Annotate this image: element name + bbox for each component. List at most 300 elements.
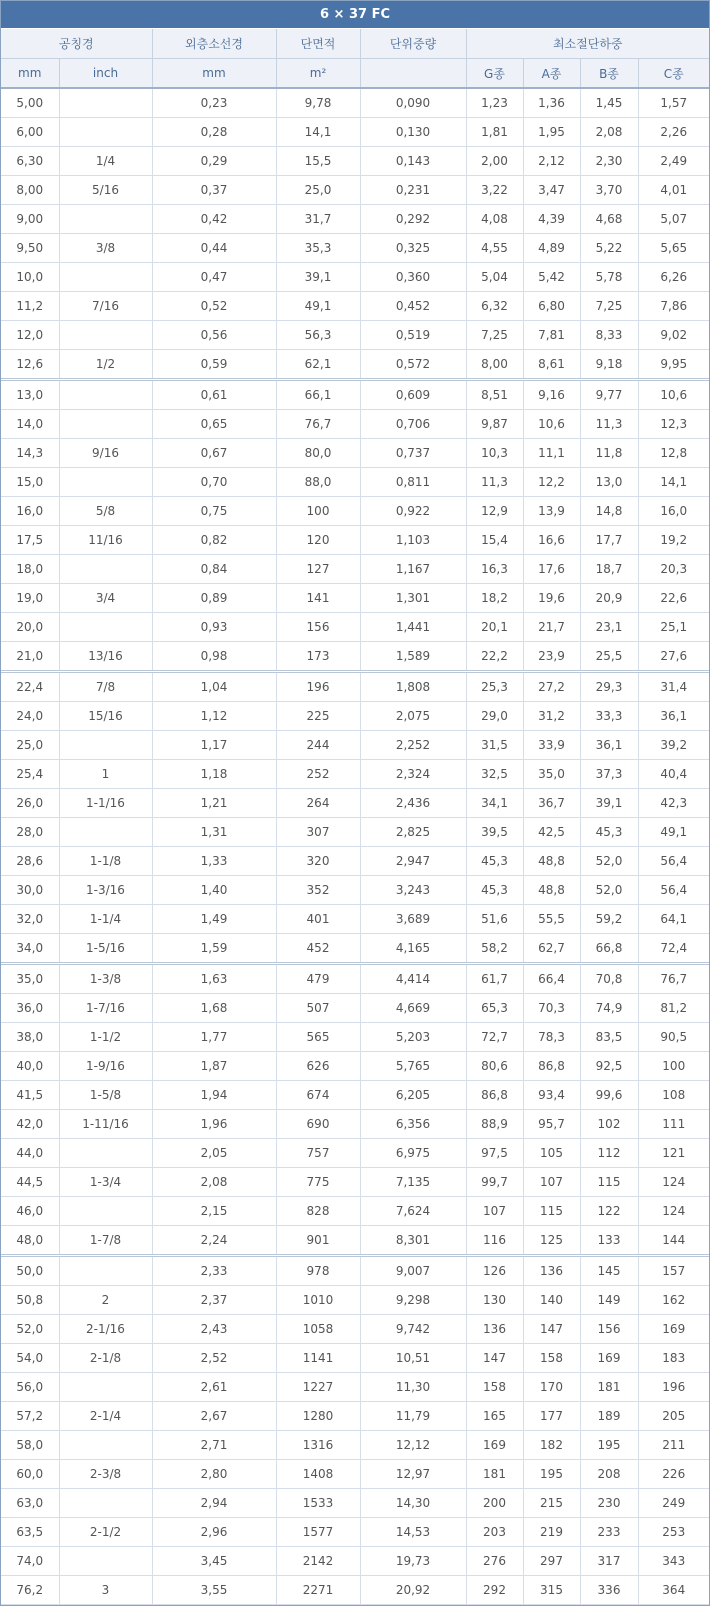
- table-cell: 9,95: [638, 350, 709, 380]
- table-cell: 37,3: [580, 760, 638, 789]
- table-cell: 41,5: [1, 1081, 59, 1110]
- table-cell: 674: [276, 1081, 360, 1110]
- table-row: [1, 205, 709, 234]
- table-cell: 169: [638, 1315, 709, 1344]
- table-cell: 1-5/8: [59, 1081, 152, 1110]
- col-grade-a: A종: [523, 59, 580, 89]
- table-cell: 40,4: [638, 760, 709, 789]
- table-cell: 93,4: [523, 1081, 580, 1110]
- table-cell: 7,624: [360, 1197, 466, 1226]
- table-row: [1, 1547, 709, 1576]
- table-row: [1, 468, 709, 497]
- table-cell: [59, 205, 152, 234]
- table-cell: 182: [523, 1431, 580, 1460]
- table-cell: 6,30: [1, 147, 59, 176]
- table-cell: 0,29: [152, 147, 276, 176]
- table-cell: 27,2: [523, 672, 580, 702]
- table-cell: [59, 380, 152, 410]
- table-cell: 11,3: [580, 410, 638, 439]
- table-cell: 25,0: [276, 176, 360, 205]
- table-cell: 33,3: [580, 702, 638, 731]
- table-cell: 74,9: [580, 994, 638, 1023]
- table-cell: 111: [638, 1110, 709, 1139]
- table-cell: 63,5: [1, 1518, 59, 1547]
- table-cell: 0,737: [360, 439, 466, 468]
- table-cell: 15/16: [59, 702, 152, 731]
- rope-spec-table: [1, 29, 709, 1605]
- table-cell: 130: [466, 1286, 523, 1315]
- table-cell: 7/16: [59, 292, 152, 321]
- table-cell: 1,301: [360, 584, 466, 613]
- table-cell: 1316: [276, 1431, 360, 1460]
- table-cell: 0,98: [152, 642, 276, 672]
- table-row: [1, 1139, 709, 1168]
- table-cell: 317: [580, 1547, 638, 1576]
- table-cell: 307: [276, 818, 360, 847]
- table-cell: 6,80: [523, 292, 580, 321]
- table-cell: 352: [276, 876, 360, 905]
- table-cell: 5/16: [59, 176, 152, 205]
- table-cell: 165: [466, 1402, 523, 1431]
- table-cell: 33,9: [523, 731, 580, 760]
- table-cell: 36,1: [580, 731, 638, 760]
- table-cell: 147: [523, 1315, 580, 1344]
- table-cell: 0,090: [360, 88, 466, 118]
- table-cell: 58,2: [466, 934, 523, 964]
- table-cell: 0,292: [360, 205, 466, 234]
- table-cell: 2,37: [152, 1286, 276, 1315]
- table-cell: 120: [276, 526, 360, 555]
- table-cell: 0,143: [360, 147, 466, 176]
- table-cell: 1-5/16: [59, 934, 152, 964]
- table-cell: 225: [276, 702, 360, 731]
- table-cell: 4,01: [638, 176, 709, 205]
- table-cell: 0,56: [152, 321, 276, 350]
- table-cell: 1533: [276, 1489, 360, 1518]
- table-cell: 196: [276, 672, 360, 702]
- table-cell: 14,1: [276, 118, 360, 147]
- table-cell: 100: [638, 1052, 709, 1081]
- table-cell: 1-1/16: [59, 789, 152, 818]
- table-cell: 44,0: [1, 1139, 59, 1168]
- table-cell: 22,6: [638, 584, 709, 613]
- table-row: [1, 1576, 709, 1605]
- table-row: [1, 1344, 709, 1373]
- table-cell: 25,1: [638, 613, 709, 642]
- table-cell: 62,7: [523, 934, 580, 964]
- table-cell: 48,8: [523, 847, 580, 876]
- table-row: [1, 88, 709, 118]
- table-cell: [59, 1489, 152, 1518]
- table-cell: 169: [466, 1431, 523, 1460]
- table-cell: 5,42: [523, 263, 580, 292]
- table-cell: 7,86: [638, 292, 709, 321]
- table-cell: 122: [580, 1197, 638, 1226]
- table-cell: 690: [276, 1110, 360, 1139]
- col-group-unit-weight: 단위중량: [360, 29, 466, 59]
- table-cell: 10,6: [638, 380, 709, 410]
- table-cell: 1141: [276, 1344, 360, 1373]
- table-cell: 107: [523, 1168, 580, 1197]
- table-cell: 9,02: [638, 321, 709, 350]
- table-cell: 2,825: [360, 818, 466, 847]
- table-cell: 3/4: [59, 584, 152, 613]
- table-cell: [59, 555, 152, 584]
- table-row: [1, 147, 709, 176]
- table-cell: 1,40: [152, 876, 276, 905]
- table-cell: 1,36: [523, 88, 580, 118]
- table-cell: 2,30: [580, 147, 638, 176]
- table-cell: 10,6: [523, 410, 580, 439]
- table-row: [1, 1226, 709, 1256]
- table-cell: 145: [580, 1256, 638, 1286]
- table-row: [1, 789, 709, 818]
- table-cell: [59, 613, 152, 642]
- table-cell: 775: [276, 1168, 360, 1197]
- table-cell: 169: [580, 1344, 638, 1373]
- table-cell: 18,0: [1, 555, 59, 584]
- table-cell: 200: [466, 1489, 523, 1518]
- table-row: [1, 760, 709, 789]
- table-cell: 2271: [276, 1576, 360, 1605]
- table-cell: 0,84: [152, 555, 276, 584]
- table-cell: 56,0: [1, 1373, 59, 1402]
- table-cell: 19,2: [638, 526, 709, 555]
- table-cell: 1-1/2: [59, 1023, 152, 1052]
- table-cell: 0,231: [360, 176, 466, 205]
- col-group-area: 단면적: [276, 29, 360, 59]
- table-row: [1, 1023, 709, 1052]
- table-cell: 8,00: [466, 350, 523, 380]
- table-cell: 14,3: [1, 439, 59, 468]
- table-cell: 24,0: [1, 702, 59, 731]
- table-cell: 2,49: [638, 147, 709, 176]
- table-row: [1, 1518, 709, 1547]
- table-cell: [59, 468, 152, 497]
- table-cell: 16,0: [638, 497, 709, 526]
- table-row: [1, 321, 709, 350]
- table-cell: 1,68: [152, 994, 276, 1023]
- table-cell: 4,08: [466, 205, 523, 234]
- table-cell: 83,5: [580, 1023, 638, 1052]
- table-cell: 9,77: [580, 380, 638, 410]
- table-cell: 2,252: [360, 731, 466, 760]
- table-cell: 12,2: [523, 468, 580, 497]
- table-cell: 401: [276, 905, 360, 934]
- table-cell: 7,135: [360, 1168, 466, 1197]
- table-cell: 29,0: [466, 702, 523, 731]
- table-cell: 1/4: [59, 147, 152, 176]
- table-cell: 45,3: [466, 876, 523, 905]
- col-grade-g: G종: [466, 59, 523, 89]
- table-row: [1, 1460, 709, 1489]
- table-cell: 11,2: [1, 292, 59, 321]
- table-cell: 1,23: [466, 88, 523, 118]
- table-cell: 0,452: [360, 292, 466, 321]
- table-row: [1, 1286, 709, 1315]
- table-cell: 0,89: [152, 584, 276, 613]
- table-cell: 44,5: [1, 1168, 59, 1197]
- table-row: [1, 847, 709, 876]
- table-cell: 66,1: [276, 380, 360, 410]
- table-cell: 28,6: [1, 847, 59, 876]
- table-cell: [59, 1547, 152, 1576]
- table-cell: 4,669: [360, 994, 466, 1023]
- table-cell: 276: [466, 1547, 523, 1576]
- table-cell: 36,1: [638, 702, 709, 731]
- table-cell: [59, 1373, 152, 1402]
- table-cell: 4,39: [523, 205, 580, 234]
- table-cell: 315: [523, 1576, 580, 1605]
- table-cell: 4,55: [466, 234, 523, 263]
- table-cell: 1-3/8: [59, 964, 152, 994]
- table-cell: 39,1: [276, 263, 360, 292]
- table-cell: 0,325: [360, 234, 466, 263]
- table-row: [1, 964, 709, 994]
- table-cell: 9,78: [276, 88, 360, 118]
- table-cell: 479: [276, 964, 360, 994]
- table-cell: 51,6: [466, 905, 523, 934]
- table-cell: 2,96: [152, 1518, 276, 1547]
- table-cell: 1280: [276, 1402, 360, 1431]
- table-cell: 31,4: [638, 672, 709, 702]
- table-cell: 215: [523, 1489, 580, 1518]
- table-cell: 828: [276, 1197, 360, 1226]
- table-cell: 19,0: [1, 584, 59, 613]
- table-cell: 0,75: [152, 497, 276, 526]
- table-cell: 40,0: [1, 1052, 59, 1081]
- table-cell: 196: [638, 1373, 709, 1402]
- table-cell: 1,103: [360, 526, 466, 555]
- table-cell: 1-1/8: [59, 847, 152, 876]
- table-cell: 1,33: [152, 847, 276, 876]
- table-cell: 3: [59, 1576, 152, 1605]
- table-cell: 6,205: [360, 1081, 466, 1110]
- table-cell: 189: [580, 1402, 638, 1431]
- table-cell: 2: [59, 1286, 152, 1315]
- table-cell: 156: [276, 613, 360, 642]
- table-cell: 1/2: [59, 350, 152, 380]
- table-row: [1, 555, 709, 584]
- table-cell: 626: [276, 1052, 360, 1081]
- table-cell: 3,689: [360, 905, 466, 934]
- table-cell: 15,0: [1, 468, 59, 497]
- table-cell: 2,43: [152, 1315, 276, 1344]
- table-row: [1, 263, 709, 292]
- table-cell: 58,0: [1, 1431, 59, 1460]
- table-cell: 50,8: [1, 1286, 59, 1315]
- table-cell: 5,07: [638, 205, 709, 234]
- table-cell: 39,5: [466, 818, 523, 847]
- table-cell: 17,7: [580, 526, 638, 555]
- table-cell: 72,4: [638, 934, 709, 964]
- table-row: [1, 818, 709, 847]
- table-cell: 76,7: [276, 410, 360, 439]
- table-cell: 63,0: [1, 1489, 59, 1518]
- table-cell: 507: [276, 994, 360, 1023]
- table-cell: 1-1/4: [59, 905, 152, 934]
- table-cell: 0,519: [360, 321, 466, 350]
- table-cell: 8,00: [1, 176, 59, 205]
- table-cell: 0,706: [360, 410, 466, 439]
- table-cell: 6,32: [466, 292, 523, 321]
- table-cell: [59, 118, 152, 147]
- table-cell: 1,81: [466, 118, 523, 147]
- table-row: [1, 613, 709, 642]
- table-cell: 364: [638, 1576, 709, 1605]
- table-cell: 149: [580, 1286, 638, 1315]
- table-cell: 34,1: [466, 789, 523, 818]
- table-row: [1, 1373, 709, 1402]
- table-cell: 10,3: [466, 439, 523, 468]
- table-cell: 116: [466, 1226, 523, 1256]
- table-cell: 9,87: [466, 410, 523, 439]
- table-cell: 25,4: [1, 760, 59, 789]
- table-cell: 2,80: [152, 1460, 276, 1489]
- table-cell: 2,947: [360, 847, 466, 876]
- table-cell: 29,3: [580, 672, 638, 702]
- table-cell: 0,93: [152, 613, 276, 642]
- table-cell: [59, 1431, 152, 1460]
- table-cell: 1,96: [152, 1110, 276, 1139]
- col-inch: inch: [59, 59, 152, 89]
- table-cell: 56,4: [638, 876, 709, 905]
- table-cell: 57,2: [1, 1402, 59, 1431]
- table-cell: 2,08: [152, 1168, 276, 1197]
- table-cell: 9,007: [360, 1256, 466, 1286]
- table-cell: [59, 731, 152, 760]
- col-weight-unit: [360, 59, 466, 89]
- table-cell: 14,53: [360, 1518, 466, 1547]
- table-cell: 147: [466, 1344, 523, 1373]
- table-cell: 211: [638, 1431, 709, 1460]
- table-cell: 17,5: [1, 526, 59, 555]
- table-cell: 3,47: [523, 176, 580, 205]
- table-cell: 20,1: [466, 613, 523, 642]
- table-cell: 32,5: [466, 760, 523, 789]
- table-cell: 27,6: [638, 642, 709, 672]
- table-cell: 11/16: [59, 526, 152, 555]
- table-cell: 80,6: [466, 1052, 523, 1081]
- table-cell: 10,51: [360, 1344, 466, 1373]
- table-cell: 2,24: [152, 1226, 276, 1256]
- table-cell: 0,44: [152, 234, 276, 263]
- table-cell: 1: [59, 760, 152, 789]
- table-cell: 13,0: [580, 468, 638, 497]
- table-cell: 13,9: [523, 497, 580, 526]
- table-cell: 52,0: [580, 847, 638, 876]
- table-cell: 170: [523, 1373, 580, 1402]
- table-cell: 14,1: [638, 468, 709, 497]
- table-cell: 0,572: [360, 350, 466, 380]
- table-cell: 12,6: [1, 350, 59, 380]
- table-cell: 12,3: [638, 410, 709, 439]
- table-cell: 107: [466, 1197, 523, 1226]
- table-cell: 2-1/16: [59, 1315, 152, 1344]
- table-cell: 5,00: [1, 88, 59, 118]
- table-cell: 42,0: [1, 1110, 59, 1139]
- table-cell: 2,15: [152, 1197, 276, 1226]
- table-cell: 20,3: [638, 555, 709, 584]
- table-cell: 1,12: [152, 702, 276, 731]
- table-cell: 1058: [276, 1315, 360, 1344]
- table-cell: 2,33: [152, 1256, 276, 1286]
- table-cell: 66,4: [523, 964, 580, 994]
- table-cell: 230: [580, 1489, 638, 1518]
- table-row: [1, 1110, 709, 1139]
- table-cell: 81,2: [638, 994, 709, 1023]
- table-cell: 13/16: [59, 642, 152, 672]
- table-cell: 5,04: [466, 263, 523, 292]
- table-cell: 86,8: [466, 1081, 523, 1110]
- table-cell: 7,25: [580, 292, 638, 321]
- table-cell: 6,00: [1, 118, 59, 147]
- table-cell: 6,26: [638, 263, 709, 292]
- table-cell: 144: [638, 1226, 709, 1256]
- table-cell: 39,2: [638, 731, 709, 760]
- table-cell: 0,23: [152, 88, 276, 118]
- table-cell: 15,5: [276, 147, 360, 176]
- table-cell: 452: [276, 934, 360, 964]
- table-cell: 181: [580, 1373, 638, 1402]
- table-cell: 757: [276, 1139, 360, 1168]
- table-cell: 1408: [276, 1460, 360, 1489]
- table-row: [1, 410, 709, 439]
- table-cell: 1,04: [152, 672, 276, 702]
- table-cell: 76,7: [638, 964, 709, 994]
- table-cell: 7,81: [523, 321, 580, 350]
- table-cell: 6,975: [360, 1139, 466, 1168]
- table-cell: 136: [523, 1256, 580, 1286]
- table-cell: 99,6: [580, 1081, 638, 1110]
- table-cell: 173: [276, 642, 360, 672]
- table-cell: 177: [523, 1402, 580, 1431]
- table-cell: 12,0: [1, 321, 59, 350]
- table-cell: 1,589: [360, 642, 466, 672]
- table-cell: 5/8: [59, 497, 152, 526]
- table-cell: 45,3: [466, 847, 523, 876]
- table-cell: 4,414: [360, 964, 466, 994]
- table-cell: 1-3/4: [59, 1168, 152, 1197]
- table-cell: 2142: [276, 1547, 360, 1576]
- table-cell: 3,55: [152, 1576, 276, 1605]
- table-cell: 11,3: [466, 468, 523, 497]
- table-cell: 115: [523, 1197, 580, 1226]
- table-cell: 0,59: [152, 350, 276, 380]
- table-cell: 1-3/16: [59, 876, 152, 905]
- table-cell: 55,5: [523, 905, 580, 934]
- table-cell: 48,0: [1, 1226, 59, 1256]
- table-row: [1, 905, 709, 934]
- table-cell: 48,8: [523, 876, 580, 905]
- table-cell: 16,0: [1, 497, 59, 526]
- table-cell: 64,1: [638, 905, 709, 934]
- table-cell: 39,1: [580, 789, 638, 818]
- table-row: [1, 1402, 709, 1431]
- table-cell: 20,92: [360, 1576, 466, 1605]
- table-cell: 1-7/8: [59, 1226, 152, 1256]
- table-cell: 61,7: [466, 964, 523, 994]
- table-cell: 1,18: [152, 760, 276, 789]
- table-cell: 25,5: [580, 642, 638, 672]
- table-cell: 20,9: [580, 584, 638, 613]
- table-cell: 1,17: [152, 731, 276, 760]
- table-cell: 12,12: [360, 1431, 466, 1460]
- table-cell: 19,6: [523, 584, 580, 613]
- col-area-unit: m²: [276, 59, 360, 89]
- col-grade-b: B종: [580, 59, 638, 89]
- table-cell: 7,25: [466, 321, 523, 350]
